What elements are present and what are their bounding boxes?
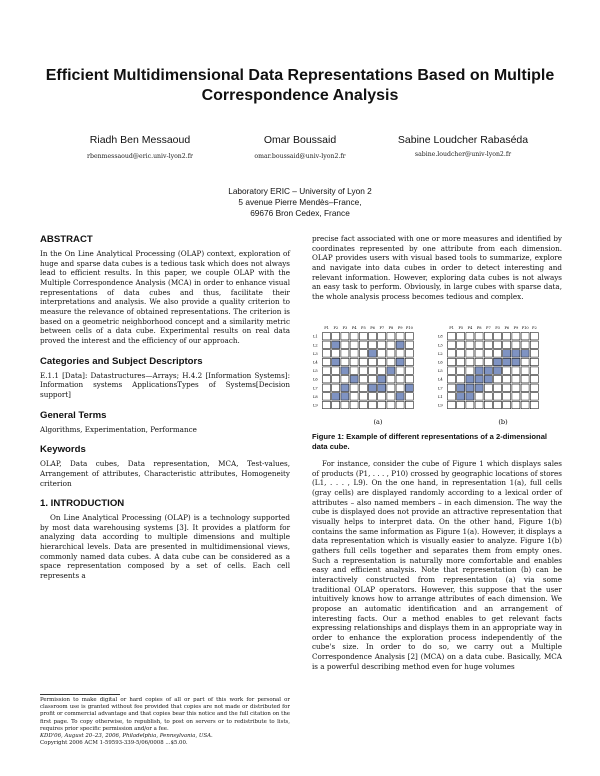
column-label: P5 [458, 326, 464, 330]
empty-cell [359, 341, 367, 348]
empty-cell [405, 358, 413, 365]
empty-cell [350, 393, 358, 400]
empty-cell [350, 367, 358, 374]
empty-cell [369, 358, 377, 365]
empty-cell [512, 376, 520, 383]
row-label: L6 [313, 377, 318, 382]
full-cell [466, 393, 474, 400]
empty-cell [332, 350, 340, 357]
empty-cell [448, 401, 456, 408]
full-cell [396, 341, 404, 348]
row-label: L6 [438, 360, 443, 365]
empty-cell [466, 358, 474, 365]
empty-cell [323, 341, 331, 348]
general-terms-text: Algorithms, Experimentation, Performance [40, 424, 197, 434]
empty-cell [350, 341, 358, 348]
empty-cell [323, 350, 331, 357]
empty-cell [512, 384, 520, 391]
empty-cell [396, 384, 404, 391]
empty-cell [387, 350, 395, 357]
author-email: sabine.loudcher@univ-lyon2.fr [414, 151, 512, 158]
empty-cell [350, 350, 358, 357]
empty-cell [521, 393, 529, 400]
row-label: L5 [313, 369, 318, 374]
empty-cell [332, 401, 340, 408]
empty-cell [475, 393, 483, 400]
empty-cell [396, 350, 404, 357]
empty-cell [521, 358, 529, 365]
row-label: L7 [438, 386, 443, 391]
empty-cell [387, 384, 395, 391]
empty-cell [378, 358, 386, 365]
empty-cell [512, 393, 520, 400]
author-2 [220, 134, 380, 160]
empty-cell [484, 358, 492, 365]
empty-cell [387, 358, 395, 365]
panel-b-label: (b) [498, 418, 508, 426]
empty-cell [448, 341, 456, 348]
empty-cell [457, 358, 465, 365]
row-label: L4 [438, 377, 443, 382]
empty-cell [503, 384, 511, 391]
full-cell [503, 350, 511, 357]
empty-cell [448, 384, 456, 391]
column-label: P1 [324, 326, 329, 330]
empty-cell [332, 333, 340, 340]
empty-cell [405, 376, 413, 383]
row-label: L2 [438, 351, 443, 356]
empty-cell [475, 358, 483, 365]
empty-cell [350, 358, 358, 365]
author-email: omar.boussaid@univ-lyon2.fr [254, 153, 346, 160]
empty-cell [387, 376, 395, 383]
empty-cell [457, 341, 465, 348]
empty-cell [457, 333, 465, 340]
author-name: Omar Boussaid [263, 134, 337, 146]
empty-cell [396, 367, 404, 374]
row-label: L9 [313, 403, 318, 408]
column-label: P2 [532, 326, 537, 330]
empty-cell [405, 393, 413, 400]
empty-cell [448, 376, 456, 383]
full-cell [494, 358, 502, 365]
empty-cell [530, 401, 538, 408]
empty-cell [503, 401, 511, 408]
empty-cell [350, 401, 358, 408]
abstract-text: In the On Line Analytical Processing (OLAP) context, exploration of huge and sparse data cubes is a tedious task which does not always lead to efficient results. In this paper, we couple OLAP with the Multiple Correspondence Analysis (MCA) in order to enhance visual representations of data cubes and thus, facilitate their interpretations and analysis. We also provide a quality criterion to measure the relevance of obtained representations. The criterion is based on a geometric neighborhood concept and a similarity metric between cells of a data cube. Experimental results on real data proved the interest and the efficiency of our approach. [40, 249, 290, 345]
row-label: L8 [313, 394, 318, 399]
full-cell [466, 384, 474, 391]
full-cell [521, 350, 529, 357]
full-cell [350, 376, 358, 383]
empty-cell [341, 358, 349, 365]
empty-cell [323, 358, 331, 365]
empty-cell [369, 341, 377, 348]
empty-cell [503, 367, 511, 374]
column-label: P4 [467, 326, 473, 330]
empty-cell [341, 376, 349, 383]
empty-cell [466, 367, 474, 374]
empty-cell [369, 393, 377, 400]
categories-text: E.1.1 [Data]: Datastructures—Arrays; H.4.2 [Information Systems]: Information systems ApplicationsTypes of Systems[Decision support] [40, 370, 290, 399]
empty-cell [378, 401, 386, 408]
empty-cell [405, 401, 413, 408]
column-label: P8 [476, 326, 482, 330]
empty-cell [494, 350, 502, 357]
full-cell [494, 367, 502, 374]
empty-cell [396, 376, 404, 383]
empty-cell [332, 367, 340, 374]
empty-cell [359, 358, 367, 365]
full-cell [341, 393, 349, 400]
empty-cell [466, 350, 474, 357]
empty-cell [378, 333, 386, 340]
copyright-text: Copyright 2006 ACM 1-59593-339-5/06/0008 ...$5.00. [40, 740, 188, 747]
permission-text: Permission to make digital or hard copies of all or part of this work for personal or classroom use is granted without fee provided that copies are not made or distributed for profit or commercial advantage and that copies bear this notice and the full citation on the first page. To copy otherwise, to republish, to post on servers or to redistribute to lists, requires prior specific permission and/or a fee. [40, 697, 290, 732]
row-label: L1 [438, 394, 443, 399]
empty-cell [475, 401, 483, 408]
column-label: P9 [513, 326, 519, 330]
empty-cell [494, 384, 502, 391]
empty-cell [359, 384, 367, 391]
full-cell [332, 358, 340, 365]
empty-cell [387, 341, 395, 348]
empty-cell [359, 401, 367, 408]
author-3 [388, 134, 538, 158]
keywords-heading: Keywords [40, 444, 86, 456]
empty-cell [378, 341, 386, 348]
empty-cell [494, 341, 502, 348]
full-cell [341, 384, 349, 391]
empty-cell [512, 401, 520, 408]
empty-cell [466, 341, 474, 348]
empty-cell [323, 376, 331, 383]
empty-cell [341, 401, 349, 408]
empty-cell [378, 367, 386, 374]
empty-cell [359, 393, 367, 400]
row-label: L3 [438, 343, 443, 348]
empty-cell [530, 333, 538, 340]
row-label: L9 [438, 403, 443, 408]
venue-text: KDD'06, August 20–23, 2006, Philadelphia, Pennsylvania, USA. [40, 733, 213, 740]
empty-cell [405, 350, 413, 357]
full-cell [332, 393, 340, 400]
column-label: P8 [388, 326, 394, 330]
empty-cell [484, 384, 492, 391]
empty-cell [448, 358, 456, 365]
row-label: L1 [313, 334, 318, 339]
empty-cell [332, 376, 340, 383]
empty-cell [484, 393, 492, 400]
row-label: L3 [313, 351, 318, 356]
empty-cell [457, 350, 465, 357]
full-cell [512, 358, 520, 365]
empty-cell [503, 376, 511, 383]
row-label: L4 [313, 360, 318, 365]
general-terms-heading: General Terms [40, 409, 107, 421]
column-label: P1 [449, 326, 454, 330]
empty-cell [323, 333, 331, 340]
empty-cell [323, 393, 331, 400]
full-cell [475, 384, 483, 391]
full-cell [466, 376, 474, 383]
empty-cell [521, 333, 529, 340]
full-cell [475, 367, 483, 374]
full-cell [405, 384, 413, 391]
empty-cell [341, 341, 349, 348]
empty-cell [457, 376, 465, 383]
column-label: P2 [333, 326, 339, 330]
full-cell [396, 393, 404, 400]
full-cell [457, 384, 465, 391]
empty-cell [466, 401, 474, 408]
panel-a-label: (a) [373, 418, 383, 426]
empty-cell [448, 393, 456, 400]
empty-cell [359, 367, 367, 374]
full-cell [503, 358, 511, 365]
column-label: P4 [351, 326, 357, 330]
column-label: P10 [521, 326, 529, 330]
affiliation [150, 186, 450, 219]
empty-cell [503, 341, 511, 348]
row-label: L7 [313, 386, 318, 391]
empty-cell [387, 401, 395, 408]
empty-cell [369, 376, 377, 383]
column-label: P3 [342, 326, 348, 330]
empty-cell [521, 401, 529, 408]
column-label: P9 [397, 326, 403, 330]
empty-cell [378, 350, 386, 357]
right-column-top [312, 234, 562, 302]
empty-cell [323, 367, 331, 374]
keywords-text: OLAP, Data cubes, Data representation, MCA, Test-values, Arrangement of attributes, Characteristic attributes, Homogeneity criterion [40, 459, 290, 488]
empty-cell [494, 393, 502, 400]
empty-cell [521, 384, 529, 391]
author-name: Riadh Ben Messaoud [89, 134, 191, 146]
column-label: P6 [370, 326, 375, 330]
empty-cell [530, 376, 538, 383]
empty-cell [530, 358, 538, 365]
full-cell [369, 350, 377, 357]
empty-cell [521, 367, 529, 374]
empty-cell [341, 350, 349, 357]
permission-notice [40, 697, 290, 747]
full-cell [484, 376, 492, 383]
empty-cell [369, 367, 377, 374]
empty-cell [503, 393, 511, 400]
empty-cell [521, 341, 529, 348]
paper-title: Efficient Multidimensional Data Representations Based on Multiple Correspondence Analysis [45, 67, 555, 104]
empty-cell [369, 333, 377, 340]
empty-cell [530, 341, 538, 348]
author-1 [60, 134, 220, 160]
empty-cell [512, 341, 520, 348]
empty-cell [359, 333, 367, 340]
empty-cell [475, 350, 483, 357]
footnote-rule [40, 694, 120, 695]
body-paragraph: For instance, consider the cube of Figure 1 which displays sales of products (P1, . . . , P10) crossed by geographic locations of stores (L1, . . . , L9). On the one hand, in representation 1(a), full cells (gray cells) are displayed randomly according to a lexical order of attributes – also named members – in each dimension. The way the cube is displayed does not provide an attractive representation that visually helps to interpret data. On the other hand, Figure 1(b) contains the same information as Figure 1(a). However, it displays a data representation which is visually easier to analyze. Figure 1(b) gathers full cells together and separates them from empty ones. Such a representation is naturally more comfortable and enables easy and efficient analysis. Note that representation (b) can be interactively constructed from representation (a) via some traditional OLAP operators. However, this suppose that the user intuitively knows how to arrange attributes of each dimension. We propose an automatic identification and an arrangement of interesting facts. Our a method enables to get relevant facts expressing relationships and displays them in an appropriate way in order to enhance the exploration process independently of the cube's size. In order to do so, we carry out a Multiple Correspondence Analysis [2] (MCA) on a data cube. Basically, MCA is a powerful describing method even for huge volumes [312, 459, 562, 671]
empty-cell [369, 401, 377, 408]
full-cell [457, 393, 465, 400]
column-label: P6 [504, 326, 510, 330]
full-cell [387, 367, 395, 374]
empty-cell [405, 367, 413, 374]
empty-cell [405, 341, 413, 348]
empty-cell [494, 401, 502, 408]
affiliation-line: 69676 Bron Cedex, France [250, 208, 350, 218]
body-paragraph: precise fact associated with one or more measures and identified by coordinates represented by one attribute from each dimension. OLAP provides users with visual based tools to summarize, explore and navigate into data cubes in order to detect interesting and relevant information. However, exploring data cubes is not always an easy task to perform. Obviously, in large cubes with sparse data, the whole analysis process becomes tedious and complex. [312, 234, 562, 301]
empty-cell [503, 333, 511, 340]
empty-cell [448, 350, 456, 357]
row-label: L8 [438, 334, 443, 339]
empty-cell [350, 384, 358, 391]
left-column [40, 234, 290, 581]
full-cell [512, 350, 520, 357]
column-label: P10 [405, 326, 413, 330]
figure-1 [312, 322, 562, 428]
right-column-bottom [312, 459, 562, 671]
empty-cell [332, 384, 340, 391]
figure-caption: Figure 1: Example of different representations of a 2-dimensional data cube. [312, 432, 548, 451]
empty-cell [475, 333, 483, 340]
empty-cell [387, 393, 395, 400]
empty-cell [530, 393, 538, 400]
author-name: Sabine Loudcher Rabaséda [397, 134, 529, 146]
author-email: rbenmessaoud@eric.univ-lyon2.fr [87, 153, 193, 160]
empty-cell [466, 333, 474, 340]
figure-panel-a [313, 326, 414, 409]
full-cell [378, 376, 386, 383]
column-label: P7 [486, 326, 491, 330]
empty-cell [484, 341, 492, 348]
empty-cell [530, 367, 538, 374]
column-label: P3 [495, 326, 500, 330]
empty-cell [494, 333, 502, 340]
empty-cell [448, 333, 456, 340]
abstract-heading: ABSTRACT [40, 234, 93, 245]
empty-cell [530, 384, 538, 391]
column-label: P7 [379, 326, 385, 330]
empty-cell [484, 401, 492, 408]
empty-cell [378, 393, 386, 400]
full-cell [378, 384, 386, 391]
empty-cell [475, 341, 483, 348]
empty-cell [350, 333, 358, 340]
empty-cell [530, 350, 538, 357]
empty-cell [341, 333, 349, 340]
introduction-text: On Line Analytical Processing (OLAP) is a technology supported by most data warehousing systems [3]. It provides a platform for analyzing data according to multiple dimensions and multiple hierarchical levels. Data are presented in multidimensional views, commonly named data cubes. A data cube can be considered as a space representation composed by a set of cells. Each cell represents a [40, 513, 290, 581]
categories-heading: Categories and Subject Descriptors [40, 355, 203, 367]
affiliation-line: 5 avenue Pierre Mendès–France, [238, 197, 362, 207]
full-cell [341, 367, 349, 374]
row-label: L2 [313, 343, 318, 348]
empty-cell [521, 376, 529, 383]
empty-cell [359, 350, 367, 357]
empty-cell [494, 376, 502, 383]
empty-cell [512, 333, 520, 340]
empty-cell [484, 333, 492, 340]
empty-cell [396, 401, 404, 408]
full-cell [332, 341, 340, 348]
figure-panel-b [438, 326, 538, 409]
full-cell [475, 376, 483, 383]
empty-cell [484, 350, 492, 357]
empty-cell [323, 384, 331, 391]
row-label: L5 [438, 369, 443, 374]
empty-cell [396, 333, 404, 340]
full-cell [396, 358, 404, 365]
affiliation-line: Laboratory ERIC – University of Lyon 2 [228, 186, 372, 196]
empty-cell [448, 367, 456, 374]
column-label: P5 [361, 326, 366, 330]
empty-cell [323, 401, 331, 408]
full-cell [369, 384, 377, 391]
empty-cell [457, 401, 465, 408]
full-cell [484, 367, 492, 374]
empty-cell [457, 367, 465, 374]
empty-cell [405, 333, 413, 340]
empty-cell [512, 367, 520, 374]
empty-cell [359, 376, 367, 383]
introduction-heading: 1. INTRODUCTION [40, 498, 125, 510]
empty-cell [387, 333, 395, 340]
